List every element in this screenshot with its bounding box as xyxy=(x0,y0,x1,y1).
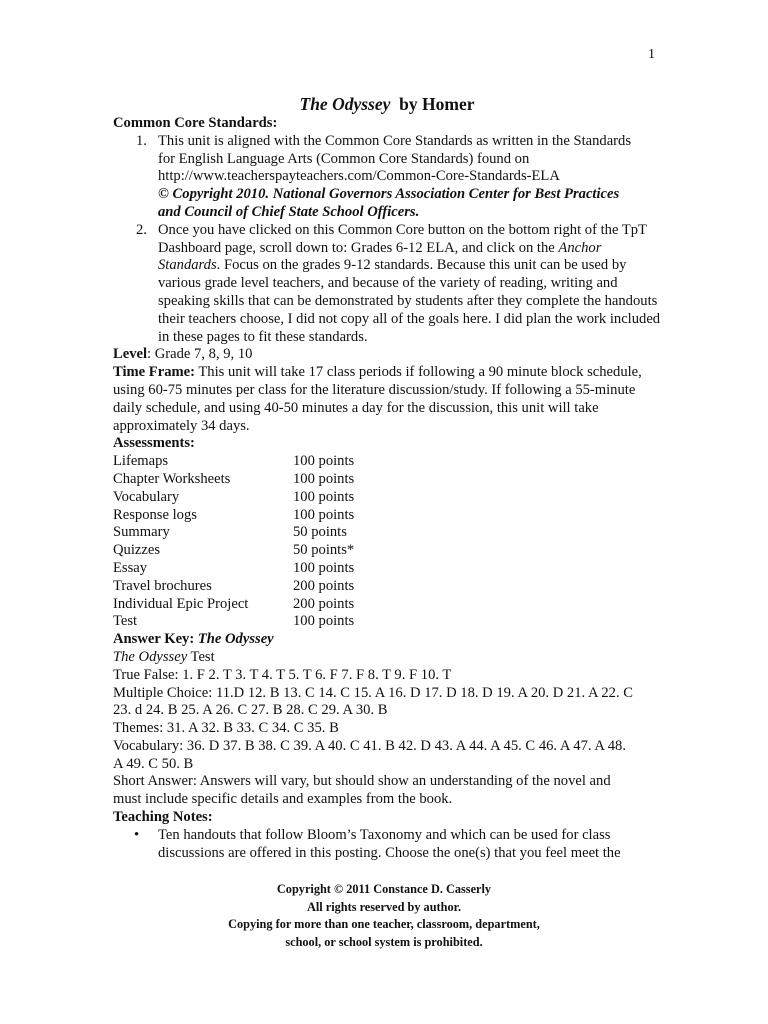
test-title: The Odyssey xyxy=(113,648,188,665)
page-number: 1 xyxy=(648,47,655,62)
themes-answers: Themes: 31. A 32. B 33. C 34. C 35. B xyxy=(113,720,339,737)
common-core-heading: Common Core Standards: xyxy=(113,115,278,131)
assessment-points: 100 points xyxy=(293,506,355,523)
note-text-line: discussions are offered in this posting. Choose the one(s) that you feel meet the xyxy=(158,844,621,861)
common-core-list xyxy=(113,133,661,347)
footer-line: All rights reserved by author. xyxy=(306,899,462,914)
short-answer-text: Short Answer: Answers will vary, but should show an understanding of the novel and xyxy=(113,773,611,790)
list-number: 2. xyxy=(136,221,147,238)
time-frame-text: This unit will take 17 class periods if following a 90 minute block schedule, using 60-75 minutes per class for the literature discussion/study. If following a 55-minute daily schedule, and using 40-50 minutes a day for the discussion, this unit will take approximately 34 days. xyxy=(113,364,642,434)
assessment-points: 100 points xyxy=(293,488,355,505)
table-row xyxy=(113,578,354,596)
vocabulary-answers: A 49. C 50. B xyxy=(113,755,194,772)
time-frame-label: Time Frame: xyxy=(113,364,195,381)
assessment-name: Lifemaps xyxy=(113,453,169,470)
table-row xyxy=(113,471,354,489)
level-line xyxy=(113,346,661,364)
teaching-notes-heading: Teaching Notes: xyxy=(113,809,213,826)
assessment-name: Quizzes xyxy=(113,542,161,559)
answer-key-label: Answer Key: xyxy=(113,631,198,648)
standards-url: http://www.teacherspayteachers.com/Common-Core-Standards-ELA xyxy=(158,168,560,185)
table-row xyxy=(113,560,354,578)
assessments-table xyxy=(113,453,354,631)
true-false-answers: True False: 1. F 2. T 3. T 4. T 5. T 6. F 7. F 8. T 9. F 10. T xyxy=(113,666,452,683)
table-row xyxy=(113,596,354,614)
assessment-points: 100 points xyxy=(293,559,355,576)
assessment-name: Summary xyxy=(113,524,170,541)
standards-text-line: This unit is aligned with the Common Core Standards as written in the Standards xyxy=(158,132,632,149)
document-body xyxy=(113,93,661,862)
list-number: 1. xyxy=(136,132,147,149)
assessment-points: 50 points* xyxy=(293,542,355,559)
multiple-choice-answers: Multiple Choice: 11.D 12. B 13. C 14. C 15. A 16. D 17. D 18. D 19. A 20. D 21. A 22. C xyxy=(113,684,633,701)
assessment-points: 200 points xyxy=(293,595,355,612)
short-answer-text: must include specific details and examples from the book. xyxy=(113,791,453,808)
vocabulary-answers: Vocabulary: 36. D 37. B 38. C 39. A 40. C 41. B 42. D 43. A 44. A 45. C 46. A 47. A 48. xyxy=(113,737,626,754)
assessment-name: Test xyxy=(113,613,138,630)
assessment-points: 100 points xyxy=(293,470,355,487)
anchor-standards-term: Anchor Standards xyxy=(158,239,602,274)
standards-text-line: for English Language Arts (Common Core Standards) found on xyxy=(158,150,530,167)
list-item xyxy=(113,222,661,347)
note-text-line: Ten handouts that follow Bloom’s Taxonomy and which can be used for class xyxy=(158,826,611,843)
table-row xyxy=(113,542,354,560)
assessment-points: 100 points xyxy=(293,613,355,630)
time-frame-paragraph xyxy=(113,364,661,435)
assessment-points: 50 points xyxy=(293,524,347,541)
assessments-heading: Assessments: xyxy=(113,435,195,452)
bullet-icon: • xyxy=(134,826,140,843)
footer-line: school, or school system is prohibited. xyxy=(285,934,483,949)
table-row xyxy=(113,613,354,631)
assessment-points: 200 points xyxy=(293,577,355,594)
page-footer xyxy=(0,881,768,951)
answer-key-heading xyxy=(113,631,661,649)
list-item xyxy=(113,133,661,222)
test-title-line xyxy=(113,649,661,667)
multiple-choice-answers: 23. d 24. B 25. A 26. C 27. B 28. C 29. A 30. B xyxy=(113,702,388,719)
test-label: Test xyxy=(187,648,215,665)
assessment-name: Essay xyxy=(113,559,148,576)
copyright-notice: and Council of Chief State School Officers. xyxy=(158,203,420,220)
assessment-points: 100 points xyxy=(293,453,355,470)
assessment-name: Travel brochures xyxy=(113,577,212,594)
table-row xyxy=(113,453,354,471)
level-value: : Grade 7, 8, 9, 10 xyxy=(147,346,253,363)
table-row xyxy=(113,507,354,525)
instructions-text: Once you have clicked on this Common Core button on the bottom right of the TpT Dashboard page, scroll down to: Grades 6-12 ELA, and click on the xyxy=(158,221,647,256)
assessment-name: Individual Epic Project xyxy=(113,595,249,612)
assessment-name: Response logs xyxy=(113,506,197,523)
copyright-notice: © Copyright 2010. National Governors Association Center for Best Practices xyxy=(158,186,620,203)
level-label: Level xyxy=(113,346,148,363)
title-work: The Odyssey xyxy=(299,94,391,114)
footer-line: Copyright © 2011 Constance D. Casserly xyxy=(276,882,492,896)
document-title xyxy=(113,93,661,115)
assessment-name: Vocabulary xyxy=(113,488,180,505)
title-author: by Homer xyxy=(399,94,475,114)
assessment-name: Chapter Worksheets xyxy=(113,470,231,487)
footer-line: Copying for more than one teacher, classroom, department, xyxy=(228,917,540,932)
table-row xyxy=(113,489,354,507)
table-row xyxy=(113,524,354,542)
list-item xyxy=(113,827,661,863)
instructions-text: . Focus on the grades 9-12 standards. Because this unit can be used by various grade level teachers, and because of the variety of reading, writing and speaking skills that can be demonstrated by students after they complete the handouts their teachers choose, I did not copy all of the goals here. I did plan the work included in these pages to fit these standards. xyxy=(158,257,661,345)
teaching-notes-list xyxy=(113,827,661,863)
answer-key-title: The Odyssey xyxy=(197,631,274,648)
